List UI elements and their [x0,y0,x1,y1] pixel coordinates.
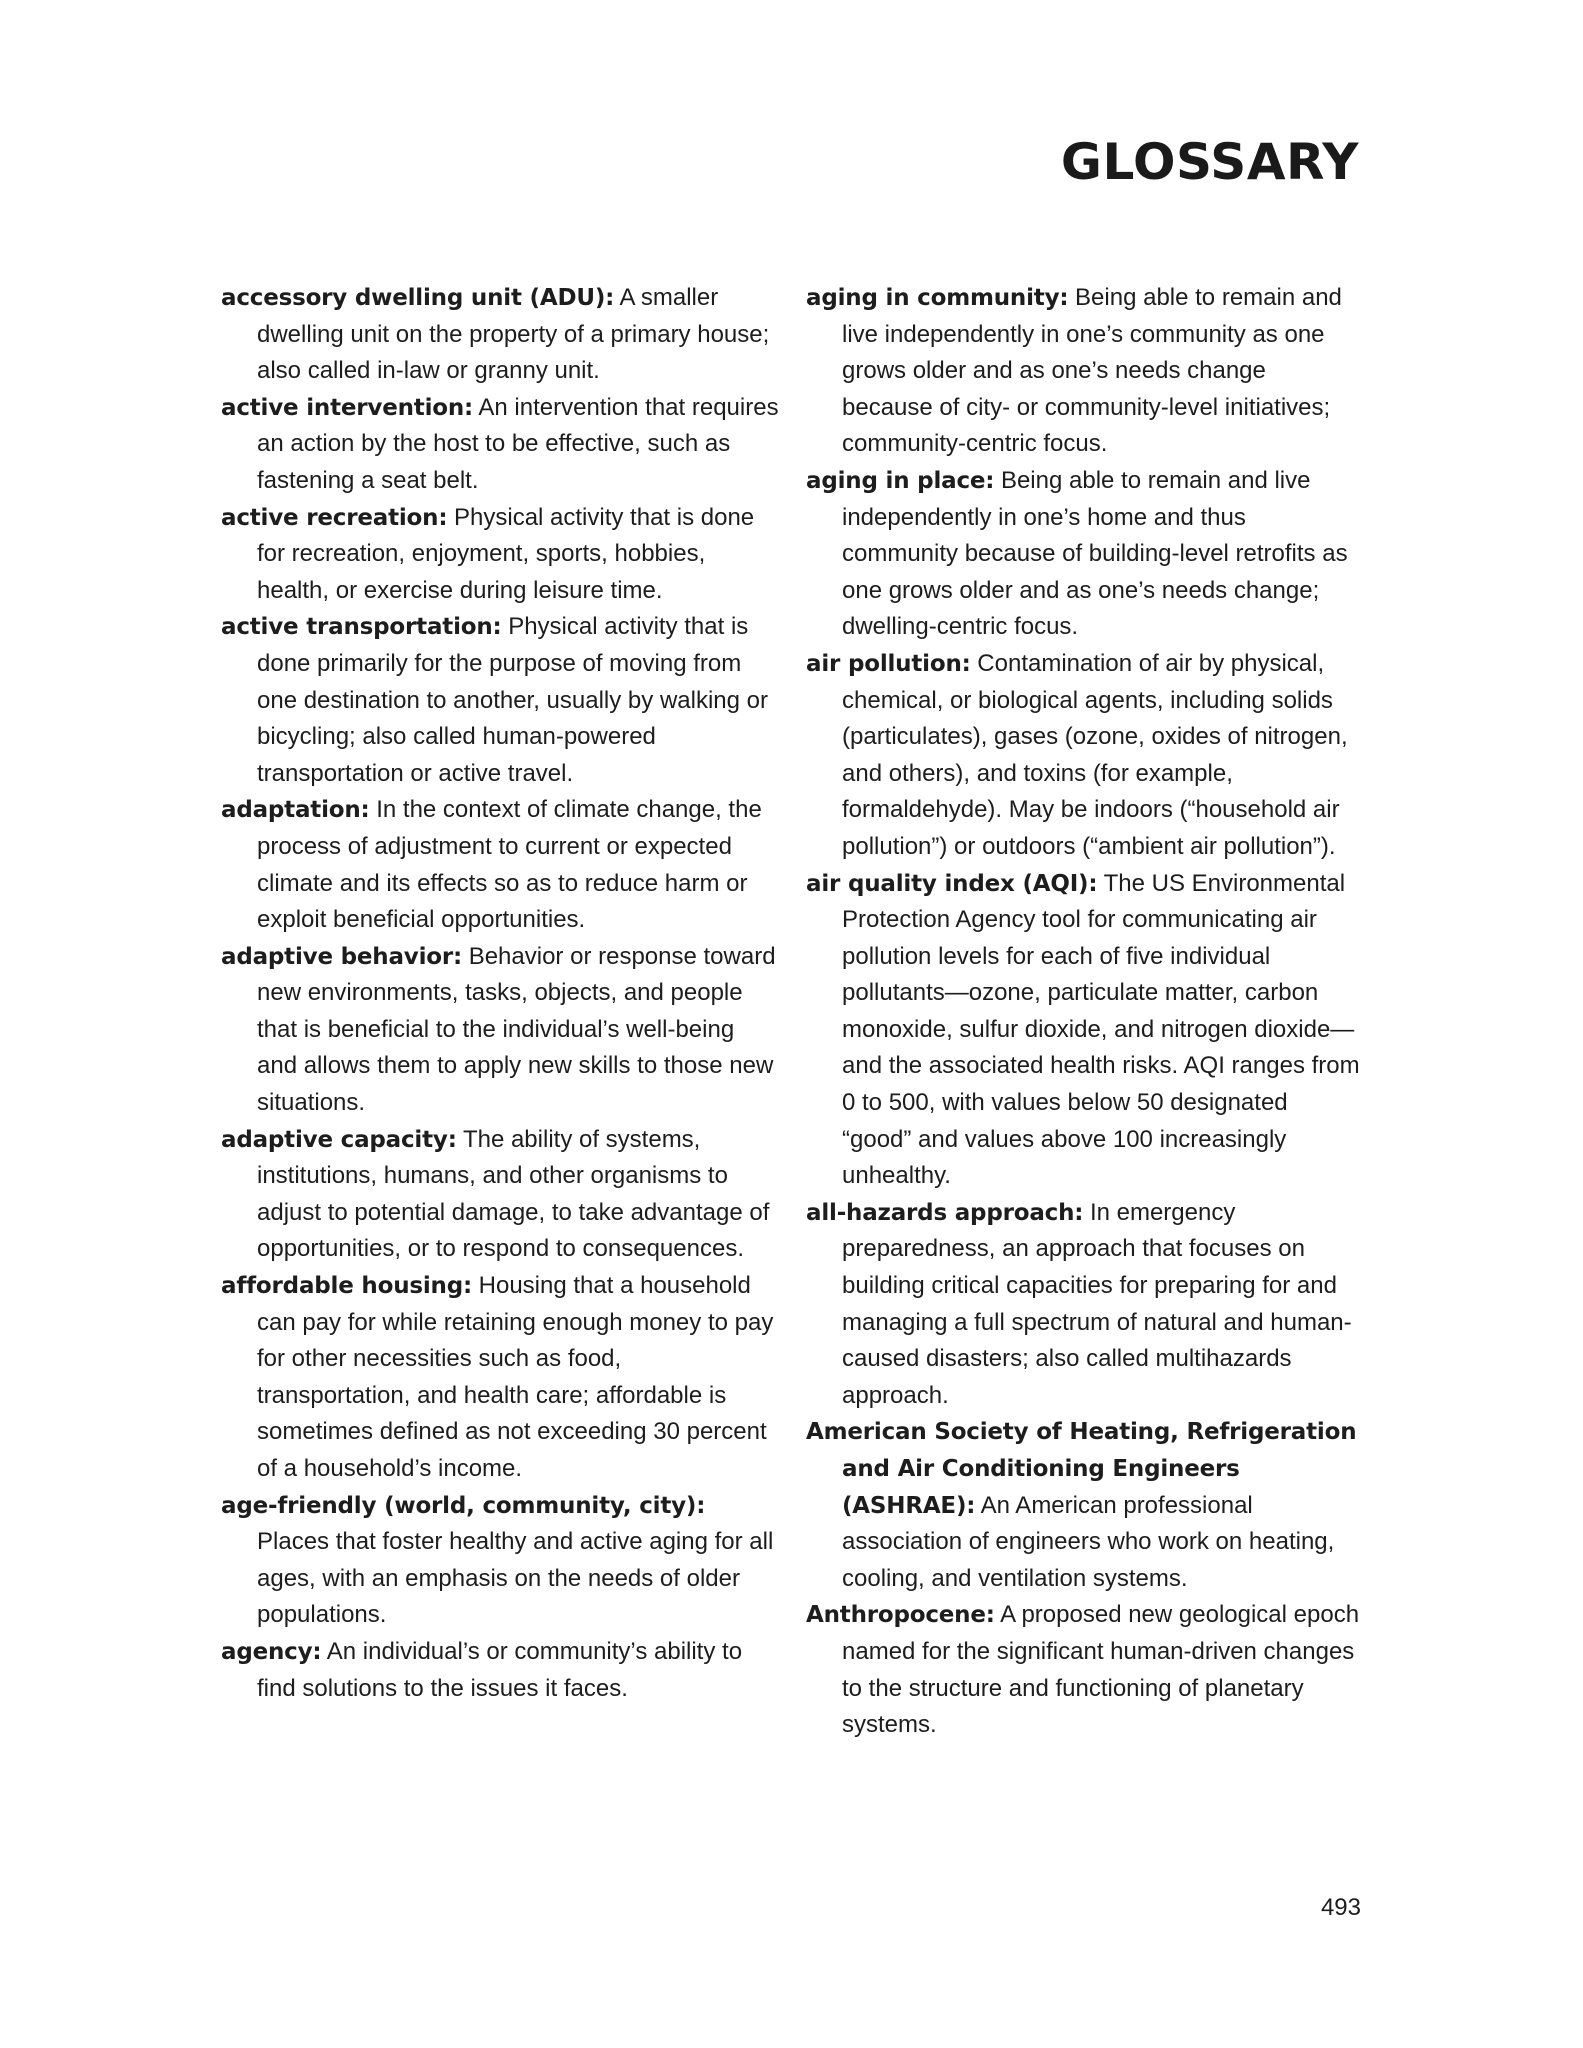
glossary-term: active transportation: [221,614,502,641]
glossary-term: adaptive capacity: [221,1126,457,1153]
glossary-entry [221,280,779,390]
glossary-definition: A smaller dwelling unit on the property of a primary house; also called in-law or granny unit. [257,284,770,385]
glossary-term: age-friendly (world, community, city): [221,1492,706,1519]
glossary-definition: Being able to remain and live independently in one’s home and thus community because of building-level retrofits as one grows older and as one’s needs change; dwelling-centric focus. [842,466,1348,641]
glossary-term: air pollution: [806,650,971,677]
glossary-definition: Places that foster healthy and active aging for all ages, with an emphasis on the needs of older populations. [257,1528,774,1629]
glossary-entry [221,1488,779,1634]
glossary-definition: The US Environmental Protection Agency tool for communicating air pollution levels for each of five individual pollutants—ozone, particulate matter, carbon monoxide, sulfur dioxide, and nitrogen dioxide—and the associated health risks. AQI ranges from 0 to 500, with values below 50 designated “good” and values above 100 increasingly unhealthy. [842,869,1360,1190]
glossary-definition: An American professional association of engineers who work on heating, cooling, and ventilation systems. [842,1491,1335,1592]
glossary-entry [806,866,1362,1195]
glossary-entry [221,609,779,792]
glossary-term: affordable housing: [221,1273,472,1300]
glossary-term: air quality index (AQI): [806,870,1098,897]
glossary-column-left [221,280,779,1707]
glossary-definition: An individual’s or community’s ability to find solutions to the issues it faces. [257,1637,743,1702]
glossary-entry [221,792,779,938]
glossary-term: aging in community: [806,285,1069,311]
glossary-entry [806,1597,1362,1743]
glossary-term: active recreation: [221,504,448,531]
glossary-term: all-hazards approach: [806,1199,1084,1226]
glossary-definition: Housing that a household can pay for while retaining enough money to pay for other necessities such as food, transportation, and health care; affordable is sometimes defined as not exceeding 30 percent of a household’s income. [257,1272,774,1482]
glossary-definition: In the context of climate change, the process of adjustment to current or expected climate and its effects so as to reduce harm or exploit beneficial opportunities. [257,796,762,934]
glossary-definition: Physical activity that is done for recreation, enjoyment, sports, hobbies, health, or exercise during leisure time. [257,503,755,604]
glossary-entry [221,1122,779,1268]
glossary-definition: Contamination of air by physical, chemical, or biological agents, including solids (particulates), gases (ozone, oxides of nitrogen, and others), and toxins (for example, formaldehyde). May be indoors (“household air pollution”) or outdoors (“ambient air pollution”). [842,649,1348,860]
glossary-term: Anthropocene: [806,1602,995,1629]
glossary-term: adaptive behavior: [221,943,463,970]
glossary-term: American Society of Heating, Refrigeration and Air Conditioning Engineers (ASHRAE): [806,1419,1357,1519]
glossary-entry [806,1414,1362,1597]
glossary-definition: A proposed new geological epoch named for the significant human-driven changes to the structure and functioning of planetary systems. [842,1601,1360,1739]
glossary-entry [221,939,779,1122]
glossary-entry [221,1268,779,1488]
glossary-term: agency: [221,1638,322,1665]
glossary-entry [221,500,779,610]
glossary-term: aging in place: [806,467,995,494]
glossary-term: adaptation: [221,797,370,824]
glossary-term: active intervention: [221,394,474,421]
glossary-entry [221,1634,779,1707]
page-title: GLOSSARY [1060,133,1359,191]
glossary-entry [806,1195,1362,1415]
glossary-definition: Behavior or response toward new environments, tasks, objects, and people that is beneficial to the individual’s well-being and allows them to apply new skills to those new situations. [257,942,776,1117]
glossary-entry [806,646,1362,866]
glossary-definition: Physical activity that is done primarily for the purpose of moving from one destination to another, usually by walking or bicycling; also called human-powered transportation or active travel. [257,613,768,787]
glossary-entry [221,390,779,500]
glossary-term: accessory dwelling unit (ADU): [221,285,615,311]
glossary-entry [806,280,1362,463]
glossary-column-right [806,280,1362,1744]
glossary-definition: In emergency preparedness, an approach that focuses on building critical capacities for preparing for and managing a full spectrum of natural and human-caused disasters; also called multihazards approach. [842,1198,1352,1409]
glossary-definition: Being able to remain and live independently in one’s community as one grows older and as one’s needs change because of city- or community-level initiatives; community-centric focus. [842,284,1342,458]
glossary-entry [806,463,1362,646]
glossary-definition: An intervention that requires an action by the host to be effective, such as fastening a seat belt. [257,393,779,494]
page-number: 493 [1320,1894,1361,1921]
glossary-definition: The ability of systems, institutions, humans, and other organisms to adjust to potential damage, to take advantage of opportunities, or to respond to consequences. [257,1125,770,1263]
